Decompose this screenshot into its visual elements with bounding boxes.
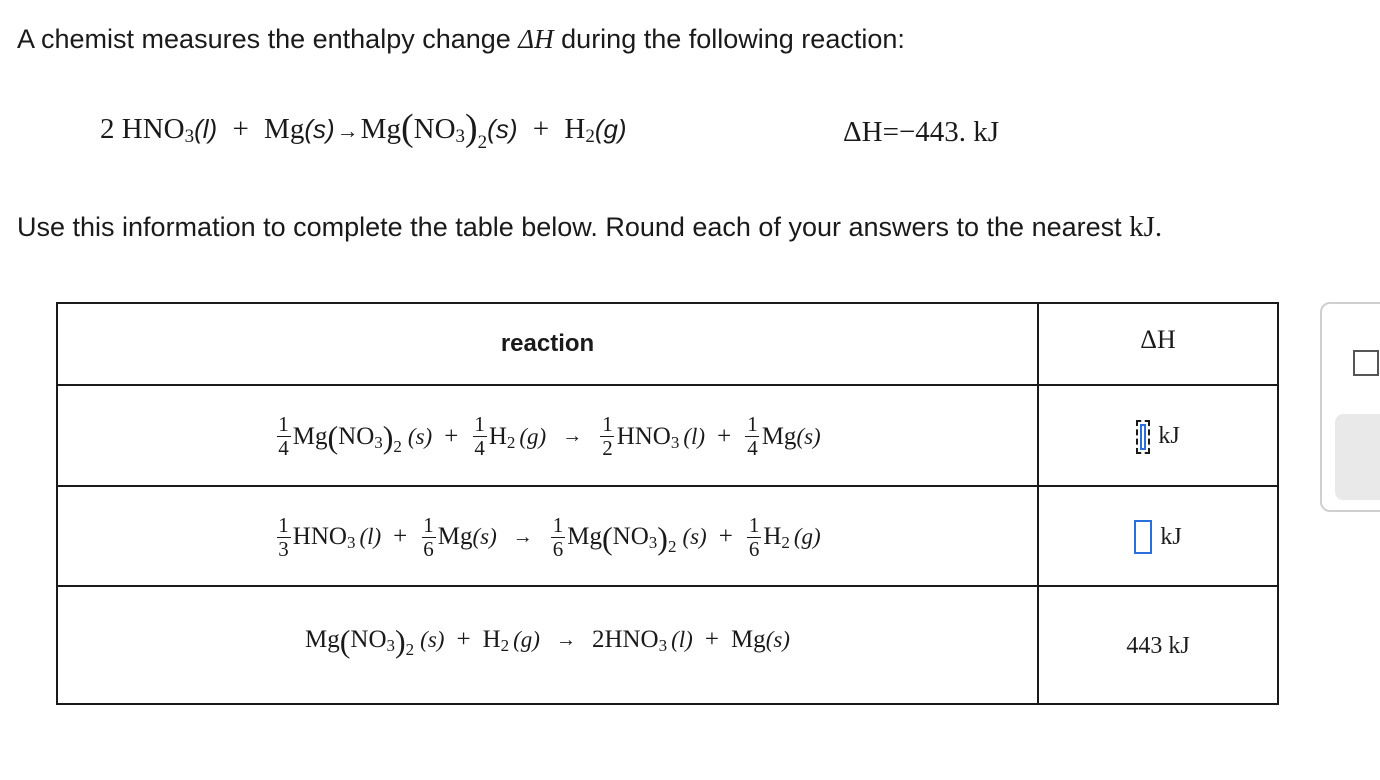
- subscript: 3: [386, 636, 396, 655]
- plus-sign: +: [393, 523, 408, 550]
- header-dh-label: ΔH: [1140, 325, 1176, 354]
- reaction-cell: [58, 487, 1037, 587]
- formula: Mg: [305, 626, 340, 653]
- subscript: 2: [500, 636, 510, 655]
- header-reaction-cell: [58, 304, 1037, 384]
- formula: HNO: [121, 113, 185, 145]
- phase-label: (g): [513, 627, 540, 652]
- plus-sign: +: [717, 422, 732, 450]
- paren-open: (: [400, 107, 414, 149]
- plus-sign: +: [532, 113, 550, 145]
- fraction-numerator: 1: [748, 512, 760, 537]
- coefficient-fraction: [551, 514, 566, 561]
- enthalpy-table: [56, 302, 1279, 705]
- formula: HNO: [604, 626, 659, 653]
- formula: H: [763, 523, 782, 550]
- answer-unit: kJ: [1158, 423, 1180, 449]
- prompt-text-after: during the following reaction:: [553, 24, 905, 54]
- subscript: 2: [585, 126, 595, 147]
- dh-answer-input[interactable]: [1136, 420, 1150, 454]
- answer-unit: kJ: [1160, 523, 1182, 550]
- header-dh-cell: [1039, 304, 1277, 384]
- coefficient-fraction: [421, 514, 436, 561]
- phase-label: (l): [683, 423, 706, 449]
- formula: Mg: [730, 626, 766, 653]
- fraction-denominator: 2: [602, 436, 613, 460]
- phase-label: (l): [359, 524, 382, 549]
- plus-sign: +: [704, 626, 719, 653]
- phase-label: (l): [671, 627, 693, 652]
- subscript: 3: [184, 126, 195, 147]
- table-row: [58, 384, 1277, 487]
- paren-close: ): [657, 519, 668, 556]
- fraction-numerator: 1: [278, 412, 289, 436]
- plus-sign: +: [718, 523, 733, 550]
- formula: Mg: [292, 422, 328, 450]
- formula: Mg: [264, 113, 305, 145]
- coefficient-fraction: [747, 514, 762, 561]
- phase-label: (s): [765, 627, 790, 652]
- checkbox-square-icon[interactable]: [1353, 350, 1379, 376]
- table-row: [58, 585, 1277, 705]
- phase-label: (s): [407, 423, 433, 449]
- formula: NO: [338, 422, 375, 450]
- table-row: [58, 485, 1277, 587]
- dh-answer-input[interactable]: [1134, 520, 1152, 554]
- fraction-numerator: 1: [278, 512, 289, 537]
- phase-label: (g): [793, 524, 821, 549]
- subscript: 3: [455, 126, 466, 147]
- fraction-numerator: 1: [747, 412, 758, 436]
- phase-label: (s): [472, 524, 497, 549]
- formula: NO: [350, 626, 387, 653]
- fraction-denominator: 4: [278, 436, 289, 460]
- coefficient: 2: [591, 626, 605, 653]
- fraction-numerator: 1: [423, 512, 434, 537]
- fraction-denominator: 6: [748, 536, 760, 561]
- paren-open: (: [327, 419, 339, 455]
- formula: H: [488, 422, 507, 450]
- coefficient-fraction: [276, 413, 291, 460]
- fraction-numerator: 1: [474, 412, 485, 436]
- paren-close: ): [382, 419, 394, 455]
- formula: NO: [612, 523, 649, 550]
- subscript: 3: [658, 636, 668, 655]
- plus-sign: +: [444, 422, 459, 450]
- dh-cell: [1039, 487, 1277, 587]
- subscript: 2: [405, 640, 415, 659]
- subscript: 3: [346, 533, 356, 552]
- subscript: 2: [506, 432, 516, 452]
- fraction-denominator: 6: [423, 536, 434, 561]
- instruction-unit: kJ.: [1129, 211, 1163, 243]
- fraction-numerator: 1: [552, 512, 564, 537]
- subscript: 3: [374, 432, 383, 452]
- reaction-cell: [58, 587, 1037, 705]
- reaction-equation: [274, 514, 820, 561]
- reaction-arrow: →: [562, 425, 583, 447]
- coefficient: 2: [100, 113, 115, 145]
- reaction-cell: [58, 386, 1037, 487]
- phase-label: (s): [682, 524, 707, 549]
- coefficient-fraction: [472, 413, 487, 460]
- paren-close: ): [465, 107, 478, 149]
- formula: HNO: [616, 422, 671, 450]
- fraction-denominator: 3: [278, 536, 289, 561]
- tool-button[interactable]: [1335, 414, 1380, 500]
- phase-label: (s): [796, 423, 821, 449]
- phase-label: (s): [304, 114, 335, 144]
- instruction-text: [17, 211, 1162, 244]
- formula: Mg: [567, 523, 603, 550]
- formula: H: [564, 113, 586, 145]
- paren-open: (: [339, 622, 351, 659]
- coefficient-fraction: [600, 413, 615, 460]
- fraction-denominator: 6: [552, 536, 564, 561]
- plus-sign: +: [456, 626, 471, 653]
- dh-cell: [1039, 386, 1277, 487]
- phase-label: (g): [519, 423, 547, 449]
- coefficient-fraction: [276, 514, 291, 561]
- reaction-equation: [274, 413, 820, 460]
- coefficient-fraction: [745, 413, 760, 460]
- delta-h-symbol: ΔH: [518, 24, 554, 54]
- dh-given-value: 443 kJ: [1126, 632, 1190, 659]
- reaction-arrow: →: [336, 118, 359, 143]
- subscript: 3: [670, 432, 680, 452]
- formula: Mg: [437, 523, 473, 550]
- phase-label: (l): [194, 114, 218, 144]
- paren-close: ): [395, 622, 406, 659]
- dh-cell: [1039, 587, 1277, 705]
- fraction-denominator: 4: [474, 436, 485, 460]
- answer-tools-panel: [1320, 302, 1380, 512]
- plus-sign: +: [232, 113, 249, 145]
- main-enthalpy-value: ΔH=−443. kJ: [843, 116, 1000, 148]
- phase-label: (g): [594, 114, 627, 144]
- formula: Mg: [761, 422, 797, 450]
- fraction-denominator: 4: [747, 436, 758, 460]
- answer-group: [1134, 520, 1181, 554]
- formula: HNO: [292, 523, 347, 550]
- subscript: 2: [477, 132, 488, 153]
- formula: H: [482, 626, 501, 653]
- formula: NO: [413, 113, 456, 145]
- subscript: 2: [667, 537, 677, 556]
- reaction-arrow: →: [512, 525, 533, 548]
- instruction-sentence: Use this information to complete the table below. Round each of your answers to the nearest: [17, 212, 1130, 242]
- problem-prompt: [17, 24, 905, 55]
- fraction-numerator: 1: [602, 412, 613, 436]
- table-header-row: [58, 304, 1277, 384]
- main-reaction-equation: [100, 104, 627, 153]
- reaction-arrow: →: [555, 628, 576, 651]
- subscript: 2: [781, 533, 790, 552]
- subscript: 3: [648, 533, 658, 552]
- answer-group: [1136, 420, 1179, 454]
- phase-label: (s): [420, 627, 445, 652]
- header-reaction-label: reaction: [500, 330, 595, 357]
- phase-label: (s): [487, 114, 518, 144]
- subscript: 2: [393, 436, 402, 456]
- paren-open: (: [602, 519, 613, 556]
- reaction-equation: [305, 622, 790, 659]
- formula: Mg: [360, 113, 401, 145]
- prompt-text-before: A chemist measures the enthalpy change: [17, 24, 519, 54]
